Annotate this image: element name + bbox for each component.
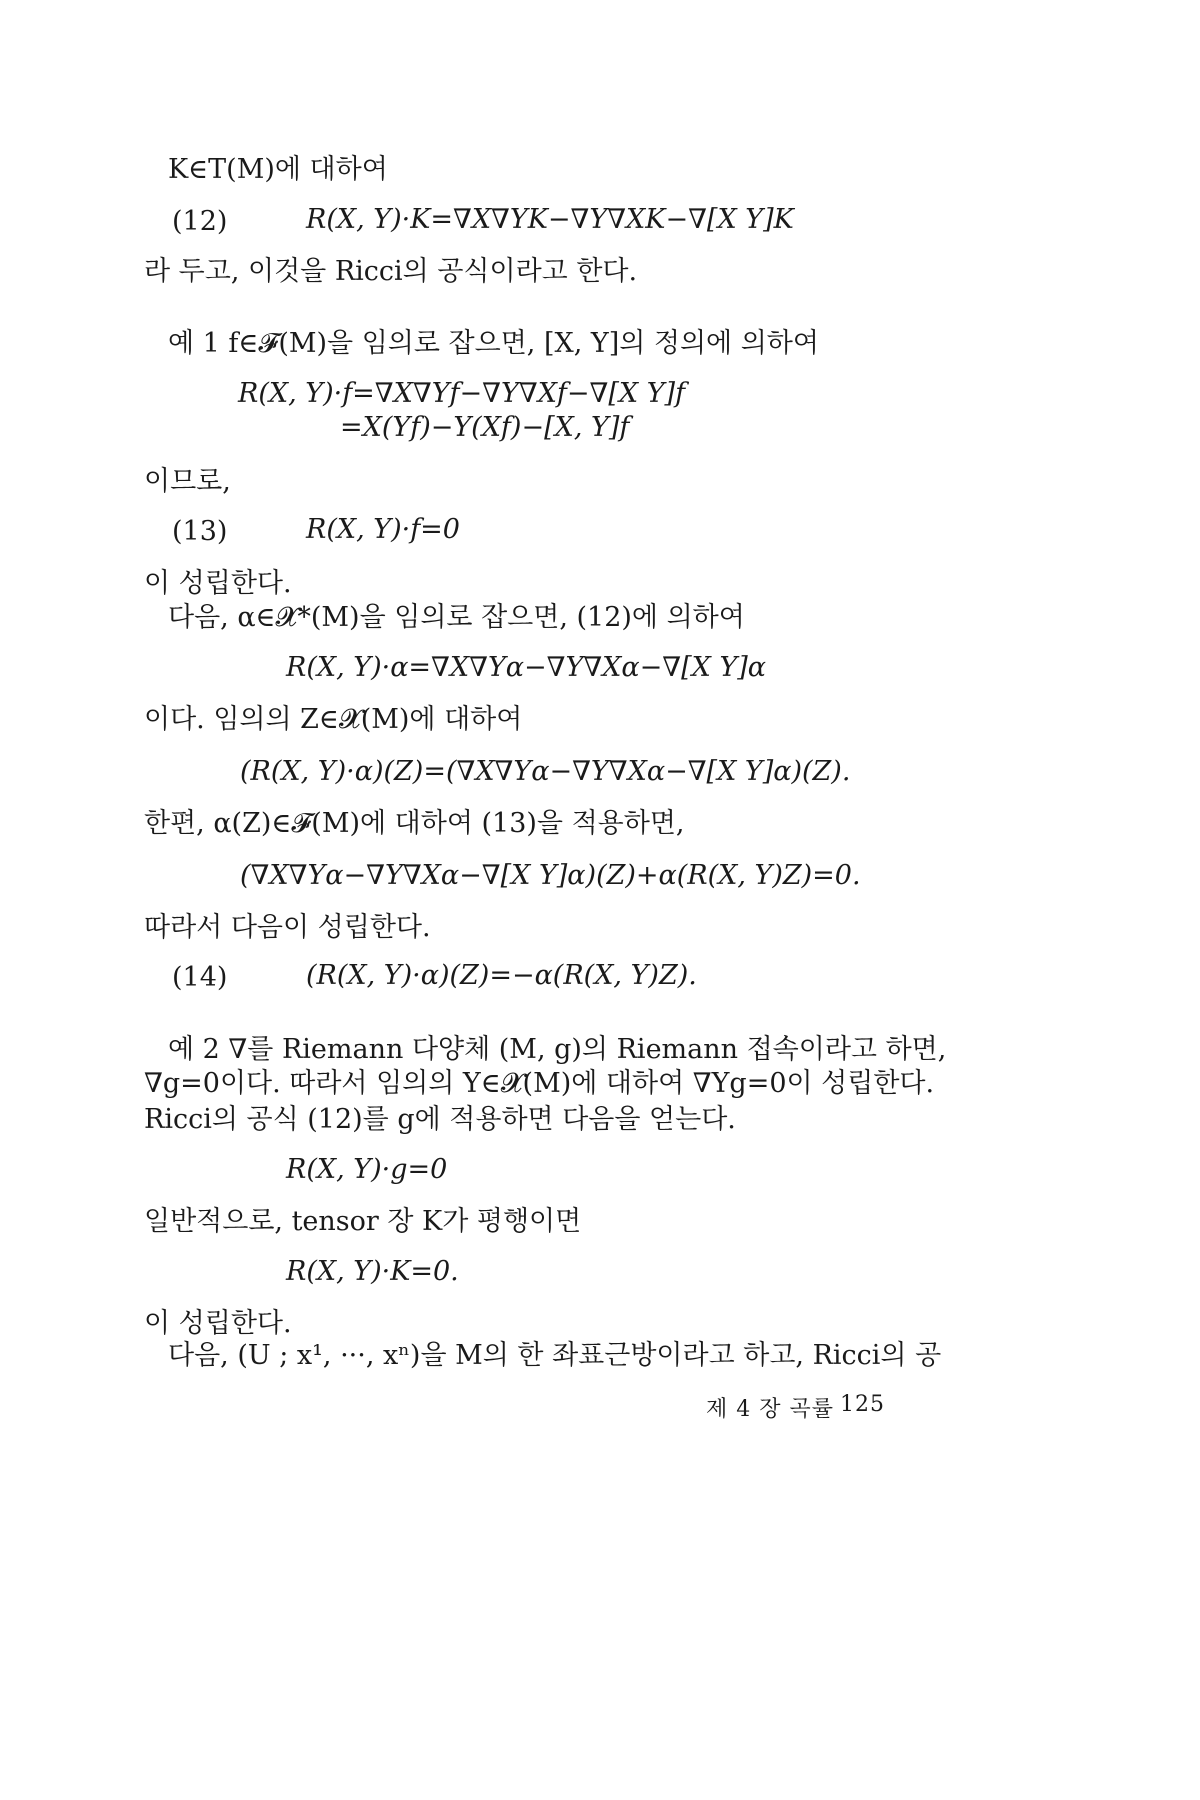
- text-line: 이다. 임의의 Z∈𝓧(M)에 대하여: [144, 704, 523, 735]
- equation-line: R(X, Y)·α=∇X∇Yα−∇Y∇Xα−∇[X Y]α: [286, 652, 767, 683]
- running-footer-chapter: 제 4 장 곡률: [706, 1397, 834, 1422]
- text-line: 라 두고, 이것을 Ricci의 공식이라고 한다.: [144, 256, 638, 287]
- equation-line: R(X, Y)·g=0: [286, 1154, 448, 1185]
- text-line: 이므로,: [144, 466, 231, 497]
- text-line: 이 성립한다.: [144, 1308, 292, 1339]
- text-line: 이 성립한다.: [144, 568, 292, 599]
- equation-line: (R(X, Y)·α)(Z)=(∇X∇Yα−∇Y∇Xα−∇[X Y]α)(Z).: [240, 756, 851, 787]
- text-line: K∈T(M)에 대하여: [168, 154, 388, 185]
- text-line: 한편, α(Z)∈𝓕(M)에 대하여 (13)을 적용하면,: [144, 808, 685, 839]
- equation-number-14: (14): [172, 962, 228, 993]
- page-number: 125: [840, 1392, 885, 1417]
- equation-13: R(X, Y)·f=0: [306, 514, 460, 545]
- text-line: 다음, α∈𝓧*(M)을 임의로 잡으면, (12)에 의하여: [168, 602, 745, 633]
- equation-line: =X(Yf)−Y(Xf)−[X, Y]f: [340, 412, 630, 443]
- example-2-heading: 예 2 ∇를 Riemann 다양체 (M, g)의 Riemann 접속이라고 하면,: [168, 1034, 947, 1065]
- text-line: Ricci의 공식 (12)를 g에 적용하면 다음을 얻는다.: [144, 1104, 736, 1135]
- equation-line: R(X, Y)·f=∇X∇Yf−∇Y∇Xf−∇[X Y]f: [238, 378, 686, 409]
- text-line: 일반적으로, tensor 장 K가 평행이면: [144, 1206, 582, 1237]
- text-line: 따라서 다음이 성립한다.: [144, 912, 431, 943]
- equation-line: R(X, Y)·K=0.: [286, 1256, 459, 1287]
- equation-line: (∇X∇Yα−∇Y∇Xα−∇[X Y]α)(Z)+α(R(X, Y)Z)=0.: [240, 860, 861, 891]
- text-line: 다음, (U ; x¹, ···, xⁿ)을 M의 한 좌표근방이라고 하고, Ricci의 공: [168, 1340, 942, 1371]
- equation-number-12: (12): [172, 206, 228, 237]
- equation-12: R(X, Y)·K=∇X∇YK−∇Y∇XK−∇[X Y]K: [306, 204, 794, 235]
- equation-14: (R(X, Y)·α)(Z)=−α(R(X, Y)Z).: [306, 960, 697, 991]
- text-line: ∇g=0이다. 따라서 임의의 Y∈𝓧(M)에 대하여 ∇Yg=0이 성립한다.: [144, 1068, 935, 1099]
- example-1-heading: 예 1 f∈𝓕(M)을 임의로 잡으면, [X, Y]의 정의에 의하여: [168, 328, 819, 359]
- equation-number-13: (13): [172, 516, 228, 547]
